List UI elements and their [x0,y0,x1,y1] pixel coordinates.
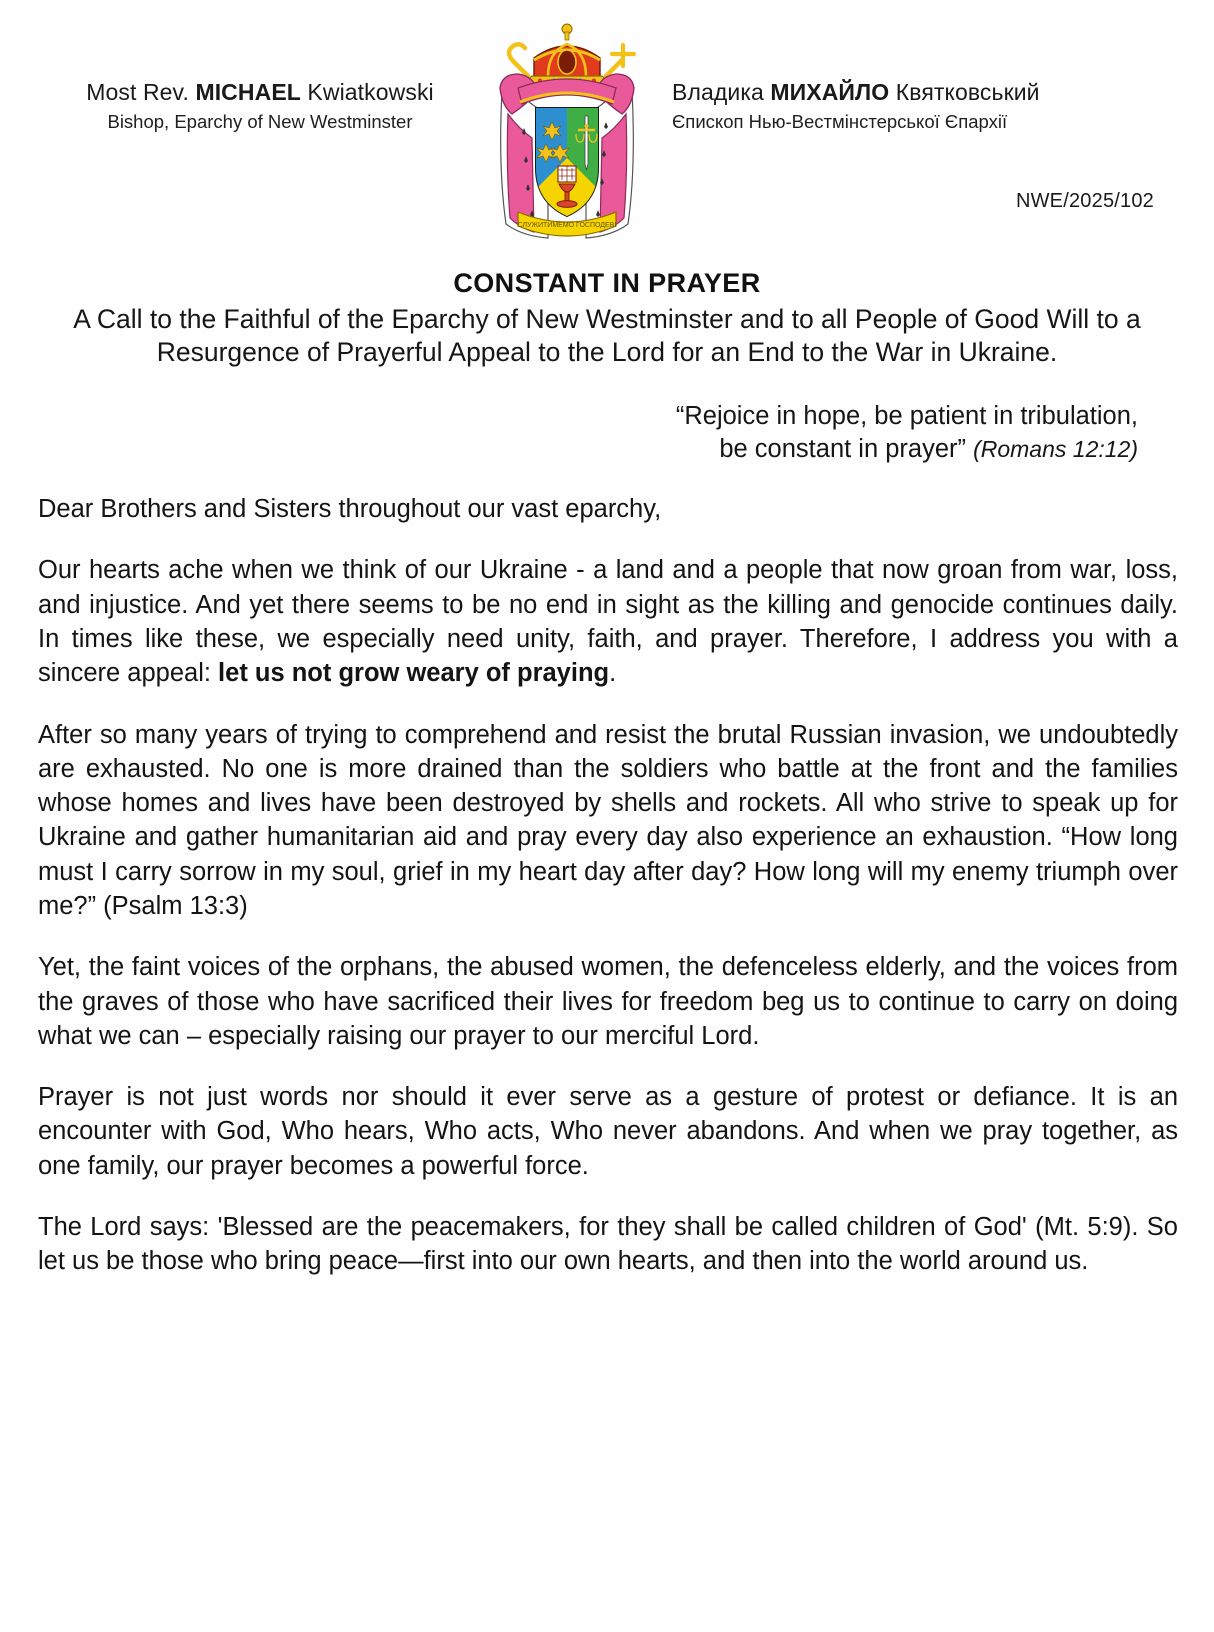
paragraph-text: After so many years of trying to comprehend and resist the brutal Russian invasion, we undoubtedly are exhausted. No one is more drained than the soldiers who battle at the front and the families whose homes and lives have been destroyed by shells and rockets. All who strive to speak up for Ukraine and gather humanitarian aid and pray every day also experience an exhaustion. “How long must I carry sorrow in my soul, grief in my heart day after day? How long will my enemy triumph over me?” (Psalm 13:3) [38,720,1178,920]
bishop-name-english [60,78,460,106]
bishop-name-bold-uk: МИХАЙЛО [770,79,890,105]
bishop-name-prefix-en: Most Rev. [86,79,196,105]
document-title: CONSTANT IN PRAYER [453,268,761,298]
epigraph-line-2-text: be constant in prayer” [719,434,974,463]
bishop-name-suffix-en: Kwiatkowski [300,79,434,105]
letterhead [0,0,1214,250]
bishop-title-ukrainian: Єпископ Нью-Вестмінстерської Єпархії [672,111,1008,133]
para-prayer-not-words [38,1080,1178,1183]
bishop-name-bold-en: MICHAEL [195,79,301,105]
bishop-name-ukrainian [672,78,1092,106]
para-hearts-ache [38,553,1178,690]
epigraph-citation: (Romans 12:12) [973,435,1138,462]
letterhead-english [60,78,460,134]
para-faint-voices [38,950,1178,1053]
paragraph-text: Yet, the faint voices of the orphans, the abused women, the defenceless elderly, and the voices from the graves of those who have sacrificed their lives for freedom beg us to continue to carry on doing what we can – especially raising our prayer to our merciful Lord. [38,953,1178,1050]
salutation: Dear Brothers and Sisters throughout our vast eparchy, [38,495,662,524]
paragraph-text: Our hearts ache when we think of our Ukraine - a land and a people that now groan from war, loss, and injustice. And yet there seems to be no end in sight as the killing and genocide continues daily. In times like these, we especially need unity, faith, and prayer. Therefore, I address you with a sincere appeal: [38,556,1178,688]
bishop-title-english: Bishop, Eparchy of New Westminster [107,111,413,133]
paragraph-text: Prayer is not just words nor should it ever serve as a gesture of protest or defiance. It is an encounter with God, Who hears, Who acts, Who never abandons. And when we pray together, as one family, our prayer becomes a powerful force. [38,1083,1178,1180]
eparchy-coat-of-arms-icon [462,18,672,250]
document-subtitle: A Call to the Faithful of the Eparchy of New Westminster and to all People of Good Will to a Resurgence of Prayerful Appeal to the Lord for an End to the War in Ukraine. [73,304,1141,368]
letter-body [0,492,1214,1279]
scripture-epigraph [0,400,1138,466]
paragraph-list [38,553,1178,1278]
paragraph-text: The Lord says: 'Blessed are the peacemakers, for they shall be called children of God' (Mt. 5:9). So let us be those who bring peace—first into our own hearts, and then into the world around us. [38,1213,1178,1276]
epigraph-line-2 [0,433,1138,466]
para-peacemakers [38,1210,1178,1279]
bishop-name-suffix-uk: Квятковський [889,79,1040,105]
reference-number: NWE/2025/102 [1015,190,1154,212]
bishop-name-prefix-uk: Владика [672,79,771,105]
epigraph-line-1: “Rejoice in hope, be patient in tribulation, [675,401,1138,430]
para-exhaustion [38,718,1178,924]
paragraph-emphasis: let us not grow weary of praying [218,659,610,688]
svg-text:СЛУЖИТИМЕМО ГОСПОДЕВІ: СЛУЖИТИМЕМО ГОСПОДЕВІ [517,222,617,229]
paragraph-text-tail: . [609,659,617,688]
letterhead-ukrainian [672,78,1092,134]
